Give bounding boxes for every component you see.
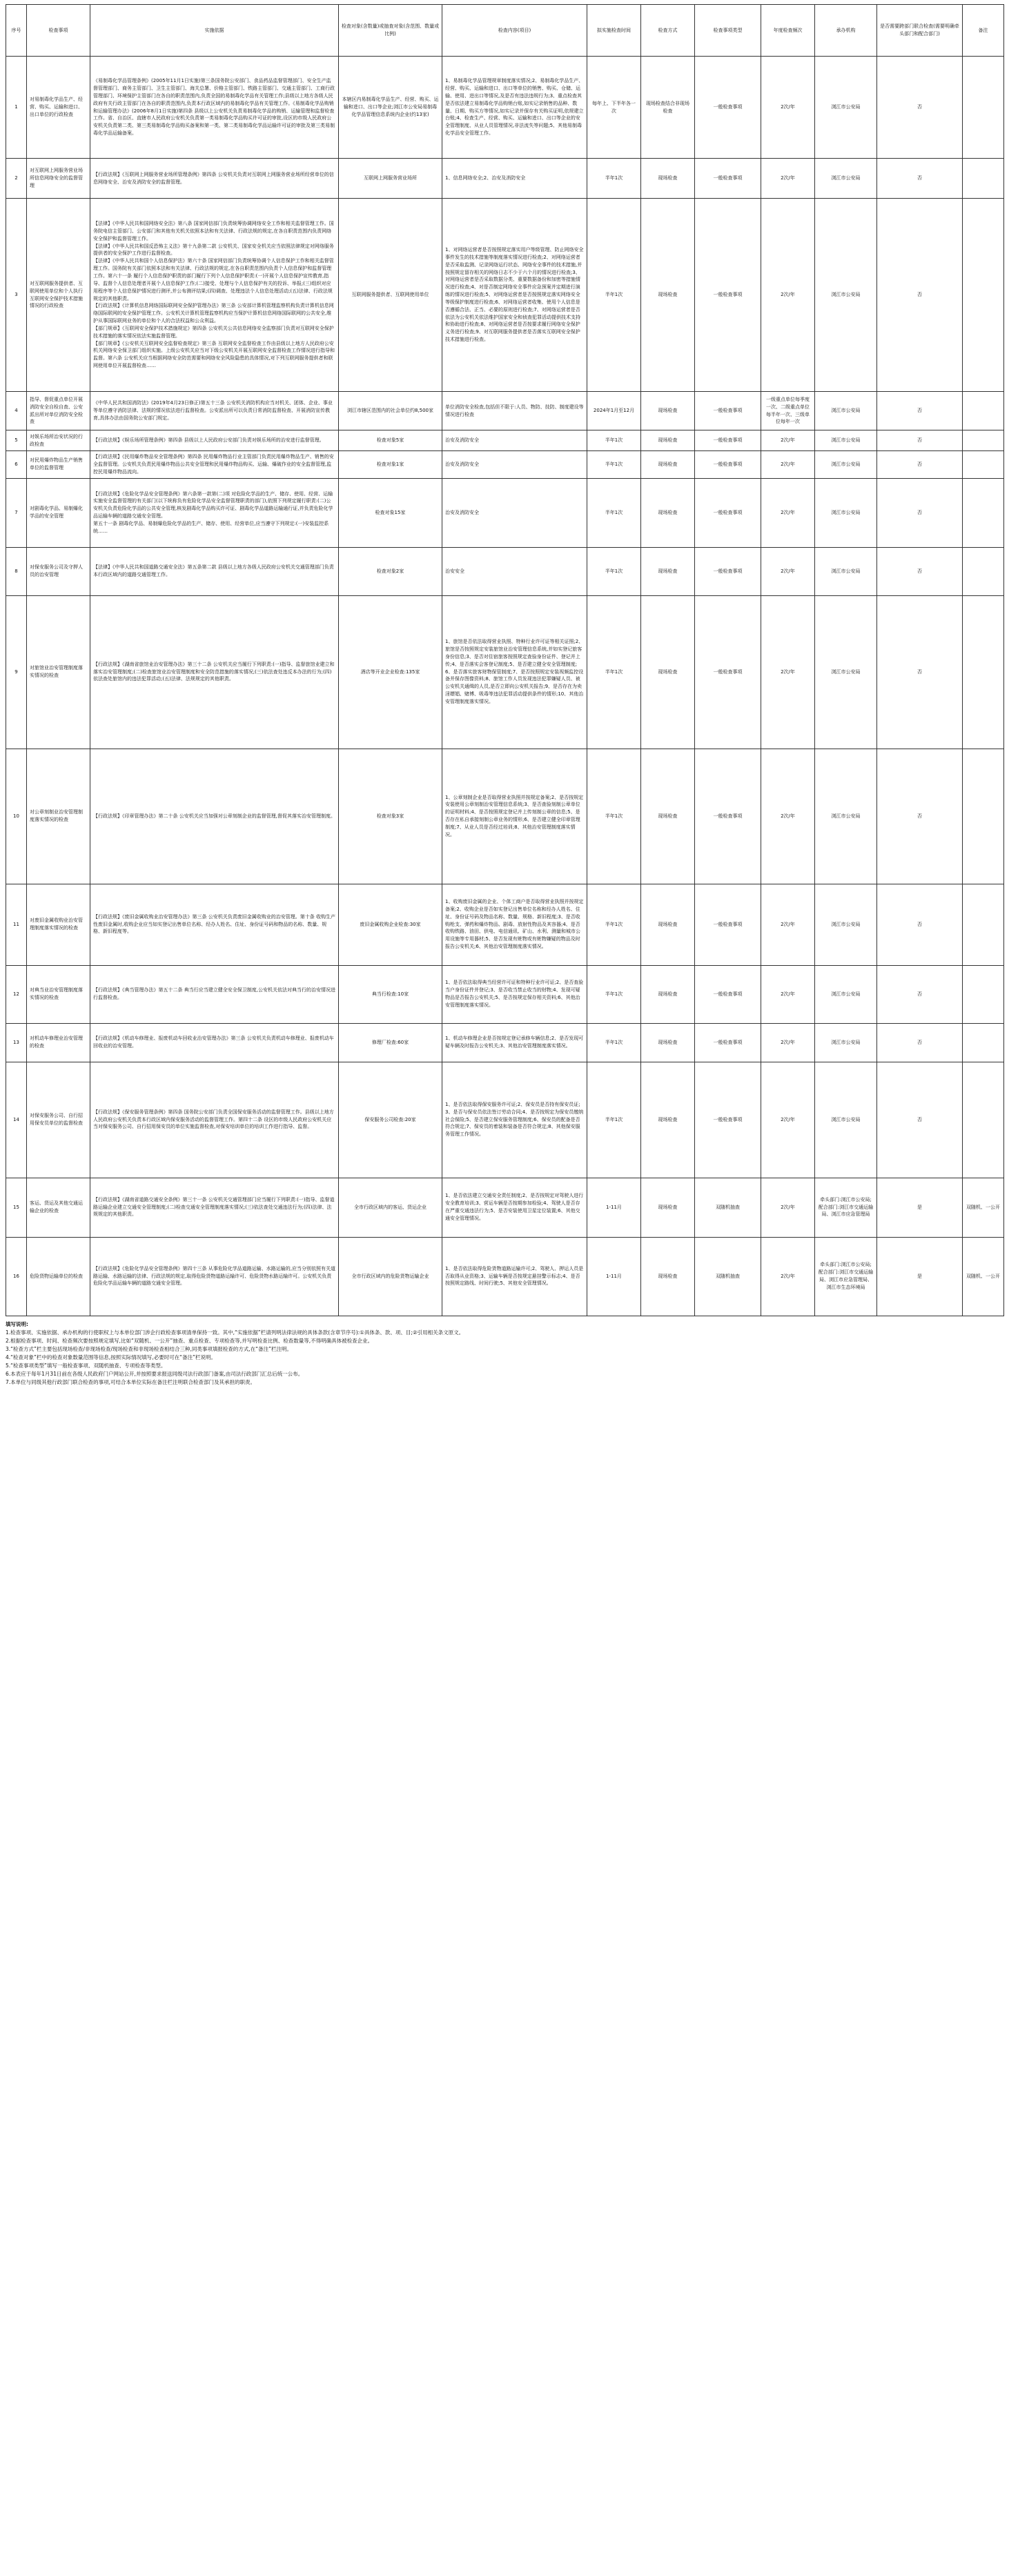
- cell-remark: [963, 199, 1004, 392]
- notes-line: 4.“检查对象”栏中的检查对象数量范围等信息,按照实际情况填写,必要时可在“备注”栏说明。: [6, 1354, 216, 1360]
- cell-joint: 否: [877, 430, 963, 451]
- cell-frequency: 2次/年: [761, 547, 815, 595]
- cell-content: 1、易制毒化学品管理规章制度落实情况;2、易制毒化学品生产、经营、购买、运输和进口、出口等单位的销售、购买、仓储、运输、使用、进出口等情况,及是否有违法违规行为;3、重点检查其是否依法建立易制毒化学品购销台账,如实记录销售的品种、数量、日期、购买方等情况,如实记录并保存有关购买证明,依规建立台账;4、检查生产、经营、购买、运输和进口、出口等企业的安全管理制度、从业人员管理情况,非法流失等问题;5、其他易制毒化学品安全管理工作。: [442, 57, 587, 159]
- cell-item: 指导、督促重点单位开展消防安全自检自查、公安派出所对单位消防安全检查: [27, 392, 90, 430]
- cell-type: 一般检查事项: [695, 451, 761, 479]
- cell-time: 半年1次: [587, 159, 641, 199]
- cell-org: 浏江市公安局: [815, 392, 877, 430]
- header-no: 序号: [6, 5, 27, 57]
- cell-org: 浏江市公安局: [815, 451, 877, 479]
- cell-content: 治安及消防安全: [442, 430, 587, 451]
- cell-org: 牵头部门:浏江市公安局;配合部门:浏江市交通运输局、浏江市应急管理局、浏江市生态环境局: [815, 1237, 877, 1316]
- cell-object: 本辖区内易制毒化学品生产、经营、购买、运输和进口、出口等企业;浏江市公安局易制毒化学品管理信息系统内企业(约13家): [339, 57, 442, 159]
- cell-object: 检查对象1家: [339, 451, 442, 479]
- cell-no: 1: [6, 57, 27, 159]
- cell-no: 8: [6, 547, 27, 595]
- table-row: [6, 1178, 1004, 1237]
- cell-basis: 【行政法规】《危险化学品安全管理条例》第四十三条 从事危险化学品道路运输、水路运输的,应当分别依照有关道路运输、水路运输的法律、行政法规的规定,取得危险货物道路运输许可、危险货物水路运输许可。公安机关负责危险化学品运输车辆的道路交通安全管理。: [90, 1237, 339, 1316]
- cell-joint: 否: [877, 392, 963, 430]
- cell-object: 全市行政区域内的客运、货运企业: [339, 1178, 442, 1237]
- cell-remark: [963, 884, 1004, 965]
- table-row: [6, 547, 1004, 595]
- cell-time: 半年1次: [587, 451, 641, 479]
- cell-item: 对典当业治安管理制度落实情况的检查: [27, 965, 90, 1023]
- cell-method: 现场检查: [641, 1023, 695, 1062]
- table-row: [6, 884, 1004, 965]
- notes-line: 7.本单位与同级其他行政部门联合检查的事项,可结合本单位实际在备注栏注明联合检查部门及其承担的职责。: [6, 1378, 256, 1385]
- cell-no: 12: [6, 965, 27, 1023]
- cell-org: 浏江市公安局: [815, 430, 877, 451]
- cell-no: 11: [6, 884, 27, 965]
- notes-line: 5.“检查事项类型”填写一般检查事项、双随机抽查、专项检查等类型。: [6, 1362, 166, 1369]
- cell-remark: [963, 547, 1004, 595]
- cell-org: 浏江市公安局: [815, 159, 877, 199]
- cell-joint: 否: [877, 57, 963, 159]
- cell-item: 危险货物运输单位的检查: [27, 1237, 90, 1316]
- cell-basis: 【行政法规】《互联网上网服务营业场所管理条例》第四条 公安机关负责对互联网上网服务营业场所经营单位的信息网络安全、治安及消防安全的监督管理。: [90, 159, 339, 199]
- cell-content: 单位消防安全检查,包括但不限于:人员、物防、技防、制度建设等情况进行检查: [442, 392, 587, 430]
- cell-org: 浏江市公安局: [815, 57, 877, 159]
- cell-item: 对剧毒化学品、易制爆化学品的安全管理: [27, 478, 90, 547]
- cell-basis: 【行政法规】《保安服务管理条例》第四条 国务院公安部门负责全国保安服务活动的监督管理工作。县级以上地方人民政府公安机关负责本行政区域内保安服务活动的监督管理工作。第四十二条 设区的市级人民政府公安机关应当对保安服务公司、自行招用保安员的单位实施监督检查,对保安培训单位的培训工作进行指导、监督。: [90, 1062, 339, 1178]
- cell-remark: [963, 430, 1004, 451]
- cell-time: 1-11月: [587, 1237, 641, 1316]
- cell-type: 双随机抽查: [695, 1178, 761, 1237]
- cell-method: 现场检查: [641, 1237, 695, 1316]
- table-header-row: [6, 5, 1004, 57]
- cell-method: 现场检查: [641, 159, 695, 199]
- cell-no: 7: [6, 478, 27, 547]
- cell-frequency: 2次/年: [761, 159, 815, 199]
- cell-method: 现场检查: [641, 451, 695, 479]
- cell-basis: 【行政法规】《危险化学品安全管理条例》第六条第一款第(二)项 对危险化学品的生产、储存、使用、经营、运输实施安全监督管理的有关部门(以下统称负有危险化学品安全监督管理职责的部门),依照下列规定履行职责:(二)公安机关负责危险化学品的公共安全管理,核发剧毒化学品购买许可证、剧毒化学品道路运输通行证,并负责危险化学品运输车辆的道路交通安全管理。 第五十一条 剧毒化学品、易制爆危险化学品的生产、储存、使用、经营单位,应当遵守下列规定:(一)安装监控系统……: [90, 478, 339, 547]
- header-method: 检查方式: [641, 5, 695, 57]
- cell-item: 客运、货运及其他交通运输企业的检查: [27, 1178, 90, 1237]
- cell-time: 半年1次: [587, 547, 641, 595]
- cell-org: 牵头部门:浏江市公安局;配合部门:浏江市交通运输局、浏江市应急管理局: [815, 1178, 877, 1237]
- cell-no: 9: [6, 595, 27, 749]
- cell-content: 1、对网络运营者是否按照规定落实用户等级管理、防止网络安全事件发生的技术措施等制度落实情况进行检查;2、对网络运营者是否采取监测、记录网络运行状态、网络安全事件的技术措施,并按照规定留存相关的网络日志不少于六个月的情况进行检查;3、对网络运营者是否采取数据分类、重要数据备份和加密等措施情况进行检查;4、对是否制定网络安全事件应急预案并定期进行演练的情况进行检查;5、对网络运营者是否按照规定落实网络安全等级保护制度进行检查;6、对网络运营者收集、使用个人信息是否遵循合法、正当、必要的原则进行检查;7、对网络运营者是否依法为公安机关依法维护国家安全和侦查犯罪活动提供技术支持和协助进行检查;8、对网络运营者是否按要求履行网络安全保护义务进行检查;9、对互联网服务提供者是否落实互联网安全保护技术措施进行检查。: [442, 199, 587, 392]
- table-row: [6, 1062, 1004, 1178]
- table-row: [6, 430, 1004, 451]
- cell-item: 对民用爆炸物品生产销售单位的监督管理: [27, 451, 90, 479]
- cell-org: 浏江市公安局: [815, 884, 877, 965]
- cell-frequency: 一级重点单位每季度一次、二级重点单位每半年一次、三级单位每年一次: [761, 392, 815, 430]
- cell-object: 检查对象2家: [339, 547, 442, 595]
- cell-method: 现场检查: [641, 430, 695, 451]
- cell-content: 1、机动车修理企业是否按规定登记承修车辆信息;2、是否发现可疑车辆及时报告公安机关;3、其他治安管理制度落实情况。: [442, 1023, 587, 1062]
- cell-time: 半年1次: [587, 199, 641, 392]
- cell-joint: 否: [877, 965, 963, 1023]
- header-org: 承办机构: [815, 5, 877, 57]
- cell-type: 一般检查事项: [695, 159, 761, 199]
- cell-basis: 【行政法规】《湖南省道路交通安全条例》第三十一条 公安机关交通管理部门应当履行下列职责:(一)指导、监督道路运输企业建立交通安全管理制度;(二)检查交通安全管理制度落实情况;(三)依法查处交通违法行为;(四)法律、法规规定的其他职责。: [90, 1178, 339, 1237]
- cell-joint: 否: [877, 595, 963, 749]
- cell-frequency: 2次/年: [761, 884, 815, 965]
- cell-basis: 《易制毒化学品管理条例》(2005年11月1日实施)第三条国务院公安部门、食品药品监督管理部门、安全生产监督管理部门、商务主管部门、卫生主管部门、海关总署、价格主管部门、铁路主管部门、交通主管部门、工商行政管理部门、环境保护主管部门在各自的职责范围内,负责全国的易制毒化学品有关管理工作;县级以上地方各级人民政府有关行政主管部门在各自的职责范围内,负责本行政区域内的易制毒化学品有关管理工作。《易制毒化学品购销和运输管理办法》(2006年8月1日实施)第四条 县级以上公安机关负责易制毒化学品的购销、运输管理和监督检查工作。省、自治区、直辖市人民政府公安机关负责第一类易制毒化学品购买许可证的审批,设区的市级人民政府公安机关负责第二类、第三类易制毒化学品购买备案和第一类、第二类易制毒化学品运输许可证的审批及第三类易制毒化学品运输备案。: [90, 57, 339, 159]
- cell-frequency: 2次/年: [761, 451, 815, 479]
- cell-joint: 否: [877, 159, 963, 199]
- cell-content: 1、是否依法取得典当经营许可证和特种行业许可证;2、是否查验当户身份证件并登记;3、是否收当禁止收当的财物;4、发现可疑物品是否报告公安机关;5、是否按规定保存相关资料;6、其他治安管理制度落实情况。: [442, 965, 587, 1023]
- cell-basis: 【行政法规】《湖南省旅馆业治安管理办法》第三十二条 公安机关应当履行下列职责:(一)指导、监督旅馆业建立和落实治安管理制度;(二)检查旅馆业治安管理制度和安全防范措施的落实情况;(三)依法查处违反本办法的行为;(四)依法查处旅馆内的违法犯罪活动;(五)法律、法规规定的其他职责。: [90, 595, 339, 749]
- cell-frequency: 2次/年: [761, 749, 815, 884]
- table-row: [6, 478, 1004, 547]
- cell-joint: 否: [877, 884, 963, 965]
- cell-method: 现场检查: [641, 884, 695, 965]
- cell-object: 浏江市辖区范围内的社会单位约8,500家: [339, 392, 442, 430]
- cell-basis: 【行政法规】《废旧金属收购业治安管理办法》第三条 公安机关负责废旧金属收购业的治安管理。第十条 收购生产性废旧金属时,收购企业应当如实登记出售单位名称、经办人姓名、住址、身份证号码和物品的名称、数量、规格、新旧程度等。: [90, 884, 339, 965]
- notes-line: 6.本表应于每年1月31日前在各级人民政府门户网站公开,并按照要求报送同级司法行政部门备案,由司法行政部门汇总后统一公布。: [6, 1370, 304, 1377]
- cell-remark: [963, 451, 1004, 479]
- cell-type: 一般检查事项: [695, 478, 761, 547]
- cell-remark: 双随机、一公开: [963, 1237, 1004, 1316]
- cell-method: 现场检查: [641, 478, 695, 547]
- cell-object: 保安服务公司检查:20家: [339, 1062, 442, 1178]
- table-row: [6, 451, 1004, 479]
- cell-frequency: 2次/年: [761, 199, 815, 392]
- cell-no: 5: [6, 430, 27, 451]
- cell-object: 互联网服务提供者、互联网使用单位: [339, 199, 442, 392]
- cell-joint: 否: [877, 451, 963, 479]
- cell-item: 对机动车修理业治安管理的检查: [27, 1023, 90, 1062]
- cell-basis: 【行政法规】《娱乐场所管理条例》第四条 县级以上人民政府公安部门负责对娱乐场所的治安进行监督管理。: [90, 430, 339, 451]
- cell-content: 治安安全: [442, 547, 587, 595]
- cell-type: 双随机抽查: [695, 1237, 761, 1316]
- cell-object: 互联网上网服务营业场所: [339, 159, 442, 199]
- cell-method: 现场检查: [641, 595, 695, 749]
- cell-remark: [963, 595, 1004, 749]
- notes-title: 填写说明:: [6, 1320, 28, 1327]
- cell-method: 现场检查: [641, 749, 695, 884]
- table-row: [6, 965, 1004, 1023]
- header-basis: 实施依据: [90, 5, 339, 57]
- cell-no: 3: [6, 199, 27, 392]
- cell-content: 1、信息网络安全;2、治安及消防安全: [442, 159, 587, 199]
- cell-type: 一般检查事项: [695, 57, 761, 159]
- cell-type: 一般检查事项: [695, 965, 761, 1023]
- cell-frequency: 2次/年: [761, 965, 815, 1023]
- cell-no: 15: [6, 1178, 27, 1237]
- cell-object: 废旧金属收购企业检查:30家: [339, 884, 442, 965]
- cell-joint: 是: [877, 1178, 963, 1237]
- cell-frequency: 2次/年: [761, 1023, 815, 1062]
- cell-joint: 否: [877, 1062, 963, 1178]
- cell-basis: 【法律】《中华人民共和国网络安全法》第八条 国家网信部门负责统筹协调网络安全工作和相关监督管理工作。国务院电信主管部门、公安部门和其他有关机关依照本法和有关法律、行政法规的规定,在各自职责范围内负责网络安全保护和监督管理工作。 【法律】《中华人民共和国反恐怖主义法》第十九条第二款 公安机关、国家安全机关应当依照法律规定对网络服务提供者的安全保护工作进行监督检查。 【法律】《中华人民共和国个人信息保护法》第六十条 国家网信部门负责统筹协调个人信息保护工作和相关监督管理工作。国务院有关部门依照本法和有关法律、行政法规的规定,在各自职责范围内负责个人信息保护和监督管理工作。第六十一条 履行个人信息保护职责的部门履行下列个人信息保护职责:(一)开展个人信息保护宣传教育,指导、监督个人信息处理者开展个人信息保护工作;(二)接受、处理与个人信息保护有关的投诉、举报;(三)组织对应用程序等个人信息保护情况进行测评,并公布测评结果;(四)调查、处理违法个人信息处理活动;(五)法律、行政法规规定的其他职责。 【行政法规】《计算机信息网络国际联网安全保护管理办法》第三条 公安部计算机管理监察机构负责计算机信息网络国际联网的安全保护管理工作。公安机关计算机管理监察机构应当保护计算机信息网络国际联网的公共安全,维护从事国际联网业务的单位和个人的合法权益和公众利益。 【部门规章】《互联网安全保护技术措施规定》第四条 公安机关公共信息网络安全监察部门负责对互联网安全保护技术措施的落实情况依法实施监督管理。 【部门规章】《公安机关互联网安全监督检查规定》第三条 互联网安全监督检查工作由县级以上地方人民政府公安机关网络安全保卫部门组织实施。上级公安机关应当对下级公安机关开展互联网安全监督检查工作情况进行指导和监督。第六条 公安机关应当根据网络安全防范需要和网络安全风险隐患的具体情况,对下列互联网服务提供者和联网使用单位开展监督检查……: [90, 199, 339, 392]
- cell-content: 1、是否依法取得保安服务许可证;2、保安员是否持有保安员证;3、是否与保安员依法签订劳动合同;4、是否按规定为保安员缴纳社会保险;5、是否建立保安服务管理制度;6、保安员的配备是否符合规定;7、保安员的着装和装备是否符合规定;8、其他保安服务管理工作情况。: [442, 1062, 587, 1178]
- cell-org: 浏江市公安局: [815, 547, 877, 595]
- cell-no: 10: [6, 749, 27, 884]
- inspection-table: [6, 4, 1004, 1316]
- cell-time: 半年1次: [587, 430, 641, 451]
- cell-type: 一般检查事项: [695, 392, 761, 430]
- cell-frequency: 2次/年: [761, 57, 815, 159]
- cell-method: 现场检查: [641, 1062, 695, 1178]
- cell-time: 半年1次: [587, 749, 641, 884]
- cell-joint: 否: [877, 749, 963, 884]
- header-type: 检查事项类型: [695, 5, 761, 57]
- cell-item: 对易制毒化学品生产、经营、购买、运输和进口、出口单位的行政检查: [27, 57, 90, 159]
- cell-item: 对互联网上网服务营业场所信息网络安全的监督管理: [27, 159, 90, 199]
- cell-no: 14: [6, 1062, 27, 1178]
- cell-type: 一般检查事项: [695, 884, 761, 965]
- cell-type: 一般检查事项: [695, 430, 761, 451]
- cell-frequency: 2次/年: [761, 595, 815, 749]
- cell-joint: 是: [877, 1237, 963, 1316]
- cell-method: 现场检查: [641, 547, 695, 595]
- notes-section: [6, 1316, 1003, 1387]
- cell-joint: 否: [877, 547, 963, 595]
- cell-content: 治安及消防安全: [442, 451, 587, 479]
- table-row: [6, 1237, 1004, 1316]
- cell-basis: 【行政法规】《机动车修理业、报废机动车回收业治安管理办法》第三条 公安机关负责机动车修理业、报废机动车回收业的治安管理。: [90, 1023, 339, 1062]
- notes-line: 1.检查事项、实施依据、承办机构的行使职权上与本单位部门涉企行政检查事项清单保持一致。其中,“实施依据”栏请列明法律法规的具体条款(含章节序号):①具体条、款、项、目;②引用相关条文原文。: [6, 1329, 464, 1336]
- cell-item: 对互联网服务提供者、互联网使用单位和个人执行互联网安全保护技术措施情况的行政检查: [27, 199, 90, 392]
- cell-object: 检查对象3家: [339, 749, 442, 884]
- cell-basis: 【法律】《中华人民共和国道路交通安全法》第五条第二款 县级以上地方各级人民政府公安机关交通管理部门负责本行政区域内的道路交通管理工作。: [90, 547, 339, 595]
- cell-joint: 否: [877, 1023, 963, 1062]
- cell-content: 1、公章刻制企业是否取得营业执照并按规定备案;2、是否按规定安装使用公章刻制治安管理信息系统;3、是否查验刻制公章单位的证明材料;4、是否按照规定登记并上传刻制公章的信息;5、是否存在私自承接刻制公章业务的情形;6、是否建立健全印章管理制度;7、从业人员是否经过培训;8、其他治安管理制度落实情况。: [442, 749, 587, 884]
- cell-joint: 否: [877, 478, 963, 547]
- cell-org: 浏江市公安局: [815, 965, 877, 1023]
- cell-item: 对旅馆业治安管理制度落实情况的检查: [27, 595, 90, 749]
- cell-object: 检查对象15家: [339, 478, 442, 547]
- cell-item: 对保安服务公司及守押人员的治安管理: [27, 547, 90, 595]
- header-remark: 备注: [963, 5, 1004, 57]
- cell-time: 半年1次: [587, 965, 641, 1023]
- cell-method: 现场检查: [641, 965, 695, 1023]
- table-row: [6, 749, 1004, 884]
- cell-time: 半年1次: [587, 1023, 641, 1062]
- notes-line: 2.根据检查事项、时间、检查频次要按照规定填写,比如“双随机、一公开”抽查、重点检查、专项检查等,并写明检查比例、检查数量等,不得明确具体被检查企业。: [6, 1337, 373, 1344]
- cell-org: 浏江市公安局: [815, 199, 877, 392]
- cell-time: 半年1次: [587, 595, 641, 749]
- cell-time: 半年1次: [587, 884, 641, 965]
- cell-org: 浏江市公安局: [815, 1023, 877, 1062]
- cell-object: 酒店等开业企业检查:135家: [339, 595, 442, 749]
- cell-object: 检查对象5家: [339, 430, 442, 451]
- cell-content: 1、收购废旧金属的企业、个体工商户是否取得营业执照并按规定备案;2、收购企业是否如实登记出售单位名称和经办人姓名、住址、身份证号码及物品名称、数量、规格、新旧程度;3、是否收购枪支、弹药和爆炸物品、剧毒、放射性物品及其容器;4、是否收购铁路、油田、供电、电信通讯、矿山、水利、测量和城市公用设施等专用器材;5、是否发现有赃物或有赃物嫌疑的物品及时报告公安机关;6、其他治安管理制度落实情况。: [442, 884, 587, 965]
- cell-remark: [963, 749, 1004, 884]
- table-row: [6, 392, 1004, 430]
- cell-frequency: 2次/年: [761, 1062, 815, 1178]
- page: [6, 0, 1003, 1387]
- cell-remark: [963, 965, 1004, 1023]
- cell-object: 全市行政区域内的危险货物运输企业: [339, 1237, 442, 1316]
- cell-item: 对废旧金属收购业治安管理制度落实情况的检查: [27, 884, 90, 965]
- header-frequency: 年度检查频次: [761, 5, 815, 57]
- cell-type: 一般检查事项: [695, 547, 761, 595]
- table-row: [6, 595, 1004, 749]
- table-row: [6, 57, 1004, 159]
- cell-time: 1-11月: [587, 1178, 641, 1237]
- cell-remark: [963, 159, 1004, 199]
- cell-object: 修理厂检查:60家: [339, 1023, 442, 1062]
- cell-frequency: 2次/年: [761, 1237, 815, 1316]
- cell-type: 一般检查事项: [695, 1062, 761, 1178]
- cell-time: 半年1次: [587, 1062, 641, 1178]
- cell-remark: [963, 1023, 1004, 1062]
- cell-object: 典当行检查:10家: [339, 965, 442, 1023]
- table-row: [6, 1023, 1004, 1062]
- header-content: 检查内容(项目): [442, 5, 587, 57]
- cell-type: 一般检查事项: [695, 1023, 761, 1062]
- cell-no: 6: [6, 451, 27, 479]
- cell-item: 对娱乐场所治安状况的行政检查: [27, 430, 90, 451]
- cell-org: 浏江市公安局: [815, 595, 877, 749]
- cell-method: 现场检查结合非现场检查: [641, 57, 695, 159]
- cell-basis: 【行政法规】《印章管理办法》第二十条 公安机关应当加强对公章刻制企业的监督管理,督促其落实治安管理制度。: [90, 749, 339, 884]
- header-object: 检查对象(含数量)或抽查对象(含范围、数量或比例): [339, 5, 442, 57]
- cell-method: 现场检查: [641, 1178, 695, 1237]
- cell-joint: 否: [877, 199, 963, 392]
- header-item: 检查事项: [27, 5, 90, 57]
- cell-content: 治安及消防安全: [442, 478, 587, 547]
- cell-frequency: 2次/年: [761, 478, 815, 547]
- cell-remark: [963, 1062, 1004, 1178]
- cell-no: 2: [6, 159, 27, 199]
- cell-no: 4: [6, 392, 27, 430]
- header-time: 拟实施检查时间: [587, 5, 641, 57]
- cell-remark: [963, 478, 1004, 547]
- table-row: [6, 199, 1004, 392]
- cell-type: 一般检查事项: [695, 749, 761, 884]
- cell-content: 1、是否依法建立交通安全责任制度;2、是否按规定对驾驶人进行安全教育培训;3、营运车辆是否按期参加检验;4、驾驶人是否存在严重交通违法行为;5、是否安装使用卫星定位装置;6、其他交通安全管理情况。: [442, 1178, 587, 1237]
- cell-type: 一般检查事项: [695, 595, 761, 749]
- cell-content: 1、旅馆是否依法取得营业执照、特种行业许可证等相关证照;2、旅馆是否按照规定安装旅馆业治安管理信息系统,并如实登记旅客身份信息;3、是否对住宿旅客按照规定查验身份证件、登记并上传;4、是否落实会客登记制度;5、是否建立健全安全管理制度;6、是否落实旅客财物保管制度;7、是否按照规定安装视频监控设备并保存图像资料;8、旅馆工作人员发现违法犯罪嫌疑人员、被公安机关通缉的人员,是否立即向公安机关报告;9、是否存在为卖淫嫖娼、赌博、吸毒等违法犯罪活动提供条件的情形;10、其他治安管理制度落实情况。: [442, 595, 587, 749]
- cell-method: 现场检查: [641, 199, 695, 392]
- cell-org: 浏江市公安局: [815, 478, 877, 547]
- cell-frequency: 2次/年: [761, 430, 815, 451]
- header-joint: 是否需要跨部门联合检查(需要明确牵头部门和配合部门): [877, 5, 963, 57]
- cell-time: 半年1次: [587, 478, 641, 547]
- notes-line: 3.“检查方式”栏主要包括现场检查/非现场检查/现场检查和非现场检查相结合三种,同类事项填报检查的方式,在“备注”栏注明。: [6, 1345, 293, 1352]
- cell-type: 一般检查事项: [695, 199, 761, 392]
- cell-basis: 【行政法规】《民用爆炸物品安全管理条例》第四条 民用爆炸物品行业主管部门负责民用爆炸物品生产、销售的安全监督管理。公安机关负责民用爆炸物品公共安全管理和民用爆炸物品购买、运输、爆破作业的安全监督管理,监控民用爆炸物品流向。: [90, 451, 339, 479]
- cell-remark: [963, 392, 1004, 430]
- cell-time: 每年上、下半年各一次: [587, 57, 641, 159]
- cell-frequency: 2次/年: [761, 1178, 815, 1237]
- cell-time: 2024年1月至12月: [587, 392, 641, 430]
- table-body: [6, 57, 1004, 1316]
- cell-org: 浏江市公安局: [815, 1062, 877, 1178]
- cell-no: 16: [6, 1237, 27, 1316]
- cell-item: 对保安服务公司、自行招用保安员单位的监督检查: [27, 1062, 90, 1178]
- cell-remark: 双随机、一公开: [963, 1178, 1004, 1237]
- cell-method: 现场检查: [641, 392, 695, 430]
- cell-item: 对公章刻制业治安管理制度落实情况的检查: [27, 749, 90, 884]
- cell-org: 浏江市公安局: [815, 749, 877, 884]
- cell-basis: 【行政法规】《典当管理办法》第五十二条 典当行应当建立健全安全保卫制度,公安机关依法对典当行的治安情况进行监督检查。: [90, 965, 339, 1023]
- cell-content: 1、是否依法取得危险货物道路运输许可;2、驾驶人、押运人员是否取得从业资格;3、运输车辆是否按规定悬挂警示标志;4、是否按照规定路线、时间行驶;5、其他安全管理情况。: [442, 1237, 587, 1316]
- cell-remark: [963, 57, 1004, 159]
- cell-no: 13: [6, 1023, 27, 1062]
- table-row: [6, 159, 1004, 199]
- cell-basis: 《中华人民共和国消防法》(2019年4月23日修正)第五十三条 公安机关消防机构应当对机关、团体、企业、事业等单位遵守消防法律、法规的情况依法进行监督检查。公安派出所可以负责日常消防监督检查、开展消防宣传教育,具体办法由国务院公安部门规定。: [90, 392, 339, 430]
